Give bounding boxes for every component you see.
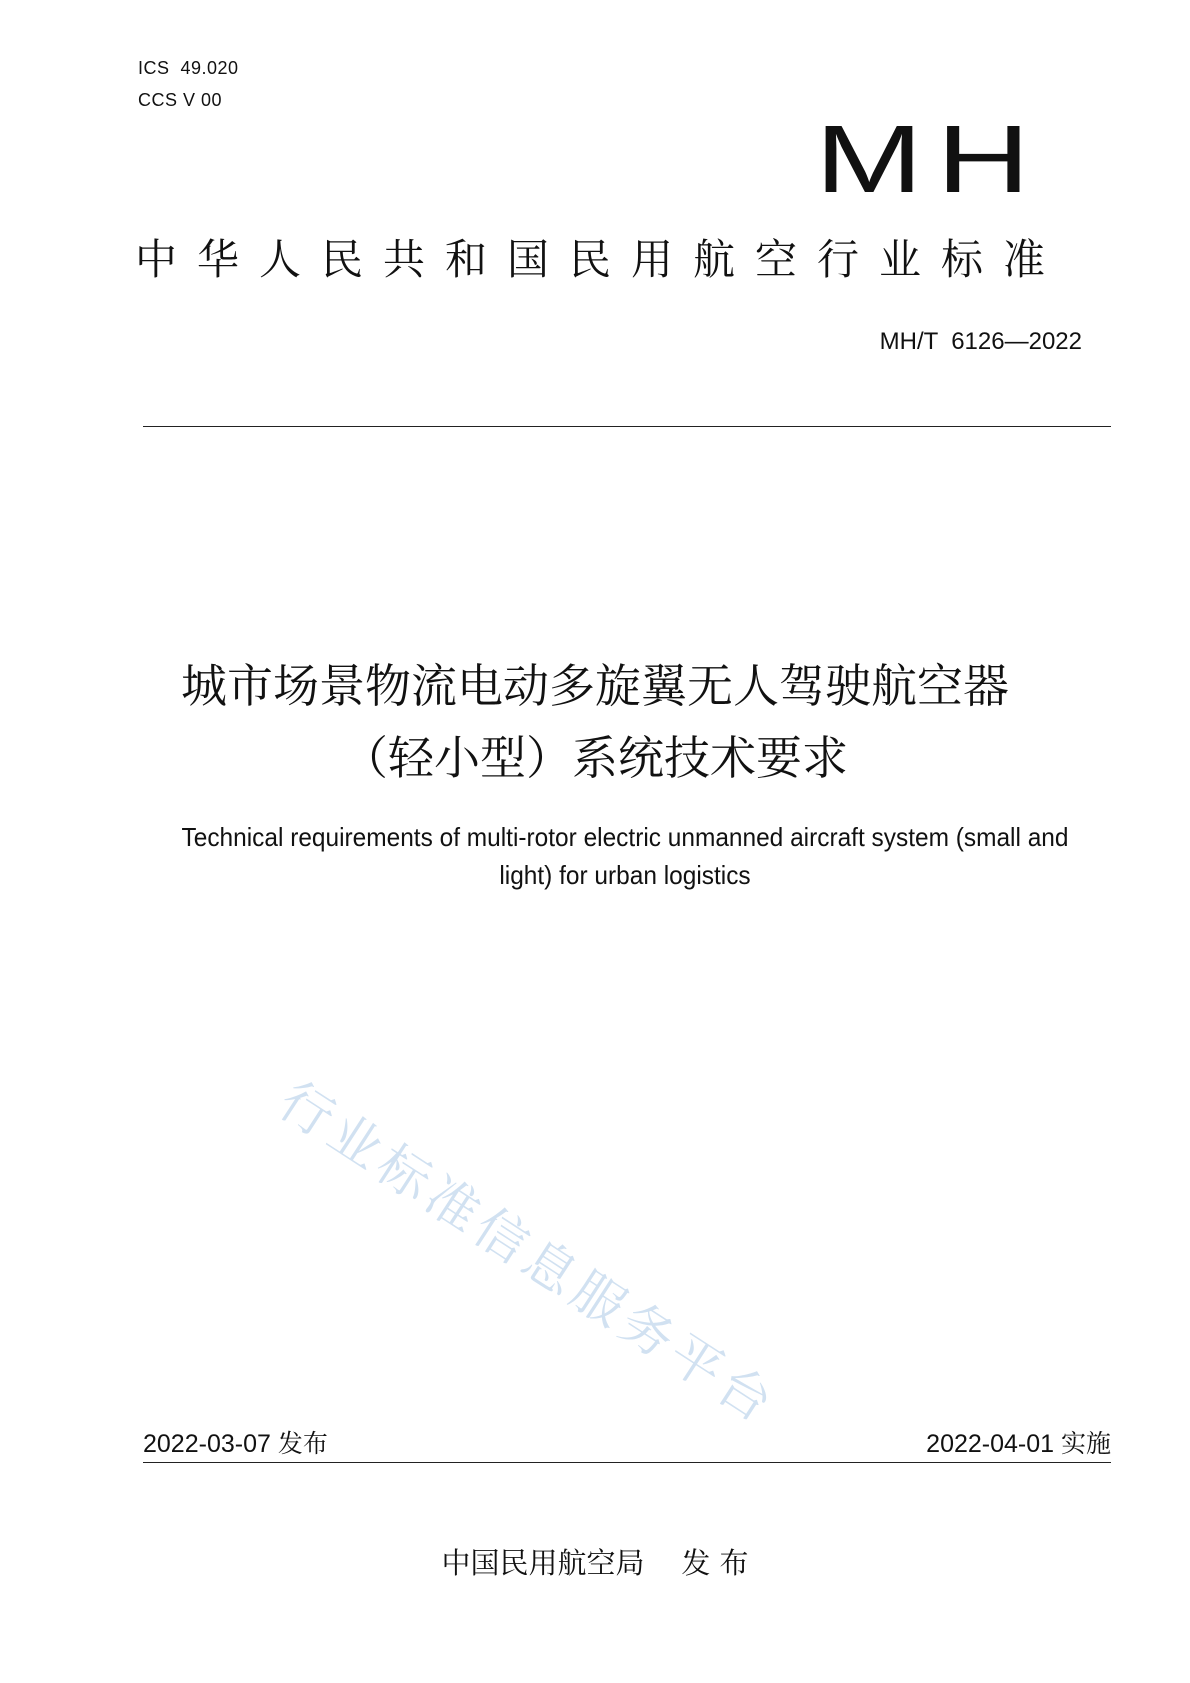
header-divider [143, 426, 1111, 427]
chinese-title-line-1: 城市场景物流电动多旋翼无人驾驶航空器 [181, 659, 1009, 713]
publisher: 中国民用航空局 发 布 [441, 1546, 749, 1580]
chinese-title [0, 650, 1190, 794]
english-title [169, 818, 1081, 894]
standard-number: MH/T 6126—2022 [879, 328, 1082, 355]
english-title-line-1: Technical requirements of multi-rotor electric unmanned aircraft system (small and [181, 822, 1069, 852]
standard-category-name: 中华人民共和国民用航空行业标准 [135, 235, 1066, 284]
ccs-code: CCS V 00 [138, 90, 223, 110]
ics-code: ICS 49.020 [138, 58, 239, 78]
mh-logo: MH [815, 106, 1044, 213]
english-title-line-2: light) for urban logistics [499, 860, 751, 890]
implementation-date: 2022-04-01 实施 [926, 1430, 1111, 1458]
issue-date: 2022-03-07 发布 [143, 1430, 328, 1458]
watermark: 行业标准信息服务平台 [268, 1070, 788, 1438]
footer-divider [143, 1462, 1111, 1463]
chinese-title-line-2: （轻小型）系统技术要求 [342, 731, 848, 785]
